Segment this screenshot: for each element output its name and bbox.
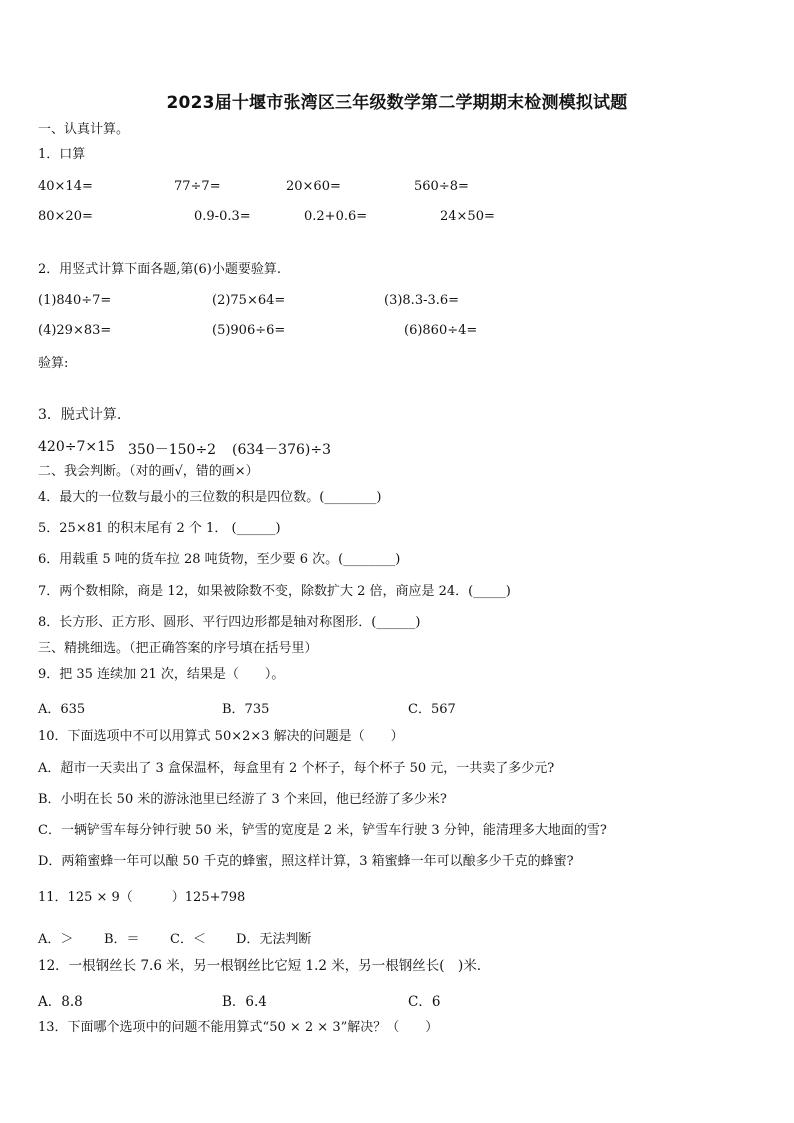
question-13-label: 13．下面哪个选项中的问题不能用算式“50 × 2 × 3”解决？（ ） [38,1020,439,1035]
section-heading-2: 二、我会判断。（对的画√，错的画×） [38,464,259,479]
judge-question-8: 8．长方形、正方形、圆形、平行四边形都是轴对称图形．(______) [38,615,421,630]
question-9-label: 9．把 35 连续加 21 次，结果是（ ）。 [38,667,285,682]
question-2-label: 2．用竖式计算下面各题,第(6)小题要验算. [38,262,281,277]
option-b: B．＝ [104,932,140,947]
vertical-calc-item: (5)906÷6= [212,323,286,338]
question-1-label: 1．口算 [38,147,86,162]
judge-question-4: 4．最大的一位数与最小的三位数的积是四位数。(________) [38,490,382,505]
option-c: C．一辆铲雪车每分钟行驶 50 米，铲雪的宽度是 2 米，铲雪车行驶 3 分钟，能清理多大地面的雪? [38,823,607,838]
check-label: 验算: [38,356,69,371]
question-3-label: 3．脱式计算. [38,407,122,423]
oral-calc-item: 24×50= [440,209,495,224]
oral-calc-item: 40×14= [38,179,93,194]
question-10-label: 10．下面选项中不可以用算式 50×2×3 解决的问题是（ ） [38,729,404,744]
vertical-calc-item: (6)860÷4= [404,323,478,338]
option-a: A．＞ [38,932,74,947]
step-calc-expr: (634－376)÷3 [232,442,332,458]
option-a: A．635 [38,702,86,717]
option-a: A．8.8 [38,994,83,1010]
judge-question-7: 7．两个数相除，商是 12，如果被除数不变，除数扩大 2 倍，商应是 24．(_____) [38,584,511,599]
oral-calc-item: 0.2+0.6= [304,209,368,224]
option-a: A．超市一天卖出了 3 盒保温杯，每盒里有 2 个杯子，每个杯子 50 元，一共卖了多少元? [38,761,555,776]
vertical-calc-item: (2)75×64= [212,293,286,308]
section-heading-1: 一、认真计算。 [38,122,130,137]
option-d: D．无法判断 [236,932,312,947]
vertical-calc-item: (4)29×83= [38,323,112,338]
step-calc-expr: 420÷7×15 [38,439,115,455]
judge-question-5: 5．25×81 的积末尾有 2 个 1． (______) [38,521,281,536]
question-12-label: 12．一根钢丝长 7.6 米，另一根钢丝比它短 1.2 米，另一根钢丝长( )米． [38,958,491,974]
oral-calc-item: 0.9-0.3= [194,209,251,224]
option-d: D．两箱蜜蜂一年可以酿 50 千克的蜂蜜，照这样计算，3 箱蜜蜂一年可以酿多少千克的蜂蜜? [38,854,574,869]
option-c: C．567 [408,702,456,717]
vertical-calc-item: (1)840÷7= [38,293,112,308]
page-title: 2023届十堰市张湾区三年级数学第二学期期末检测模拟试题 [166,93,628,113]
judge-question-6: 6．用载重 5 吨的货车拉 28 吨货物，至少要 6 次。(________) [38,552,401,567]
oral-calc-item: 20×60= [286,179,341,194]
option-b: B．735 [222,702,270,717]
option-c: C．6 [408,994,441,1010]
vertical-calc-item: (3)8.3-3.6= [384,293,460,308]
oral-calc-item: 77÷7= [174,179,221,194]
oral-calc-item: 80×20= [38,209,93,224]
option-b: B．小明在长 50 米的游泳池里已经游了 3 个来回，他已经游了多少米? [38,792,447,807]
oral-calc-item: 560÷8= [414,179,469,194]
option-b: B．6.4 [222,994,267,1010]
step-calc-expr: 350－150÷2 [128,442,217,458]
option-c: C．＜ [170,932,206,947]
section-heading-3: 三、精挑细选。（把正确答案的序号填在括号里） [38,641,318,656]
question-11-label: 11．125 × 9（ ）125+798 [38,890,246,905]
